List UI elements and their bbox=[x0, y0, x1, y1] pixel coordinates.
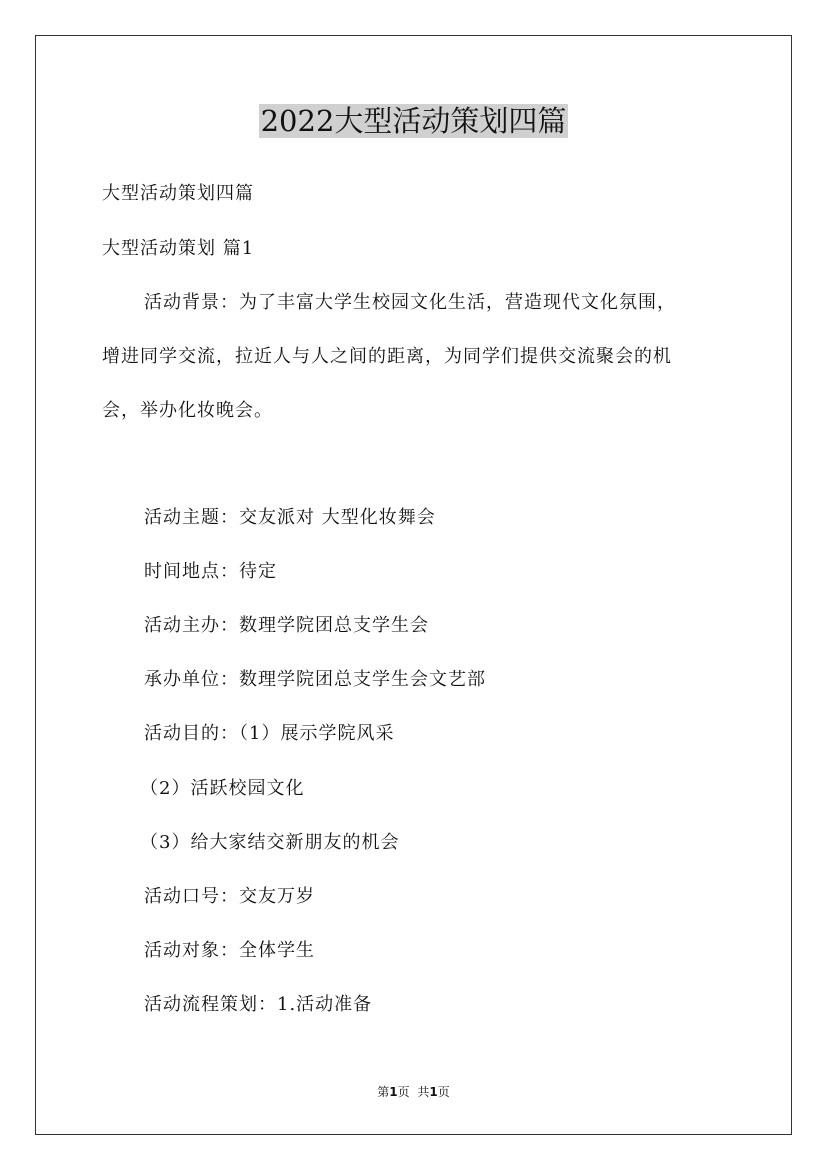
document-subtitle: 大型活动策划四篇 bbox=[102, 183, 254, 204]
item-purpose-3: （3）给大家结交新朋友的机会 bbox=[140, 832, 400, 853]
item-time-place: 时间地点：待定 bbox=[144, 561, 277, 582]
item-purpose: 活动目的：（1）展示学院风采 bbox=[144, 723, 395, 744]
footer-total-prefix: 共 bbox=[417, 1085, 430, 1099]
item-slogan: 活动口号：交友万岁 bbox=[144, 886, 315, 907]
footer-total-suffix: 页 bbox=[437, 1085, 450, 1099]
item-theme: 活动主题：交友派对 大型化妆舞会 bbox=[144, 507, 436, 528]
item-organizer: 活动主办：数理学院团总支学生会 bbox=[144, 615, 429, 636]
footer-page-suffix: 页 bbox=[397, 1085, 410, 1099]
background-line-1: 活动背景：为了丰富大学生校园文化生活，营造现代文化氛围， bbox=[144, 292, 676, 313]
background-line-3: 会，举办化妆晚会。 bbox=[102, 400, 273, 421]
footer-page-number: 1 bbox=[389, 1085, 398, 1099]
item-purpose-2: （2）活跃校园文化 bbox=[140, 778, 305, 799]
section-heading: 大型活动策划 篇1 bbox=[102, 238, 255, 259]
document-title bbox=[0, 100, 827, 142]
document-title-text: 2022大型活动策划四篇 bbox=[260, 104, 567, 138]
footer-total-number: 1 bbox=[429, 1085, 438, 1099]
page-footer bbox=[0, 1083, 827, 1101]
background-line-2: 增进同学交流，拉近人与人之间的距离，为同学们提供交流聚会的机 bbox=[102, 346, 672, 367]
item-process: 活动流程策划：1.活动准备 bbox=[144, 994, 373, 1015]
item-undertaker: 承办单位：数理学院团总支学生会文艺部 bbox=[144, 669, 486, 690]
item-audience: 活动对象：全体学生 bbox=[144, 940, 315, 961]
footer-page-prefix: 第 bbox=[377, 1085, 390, 1099]
